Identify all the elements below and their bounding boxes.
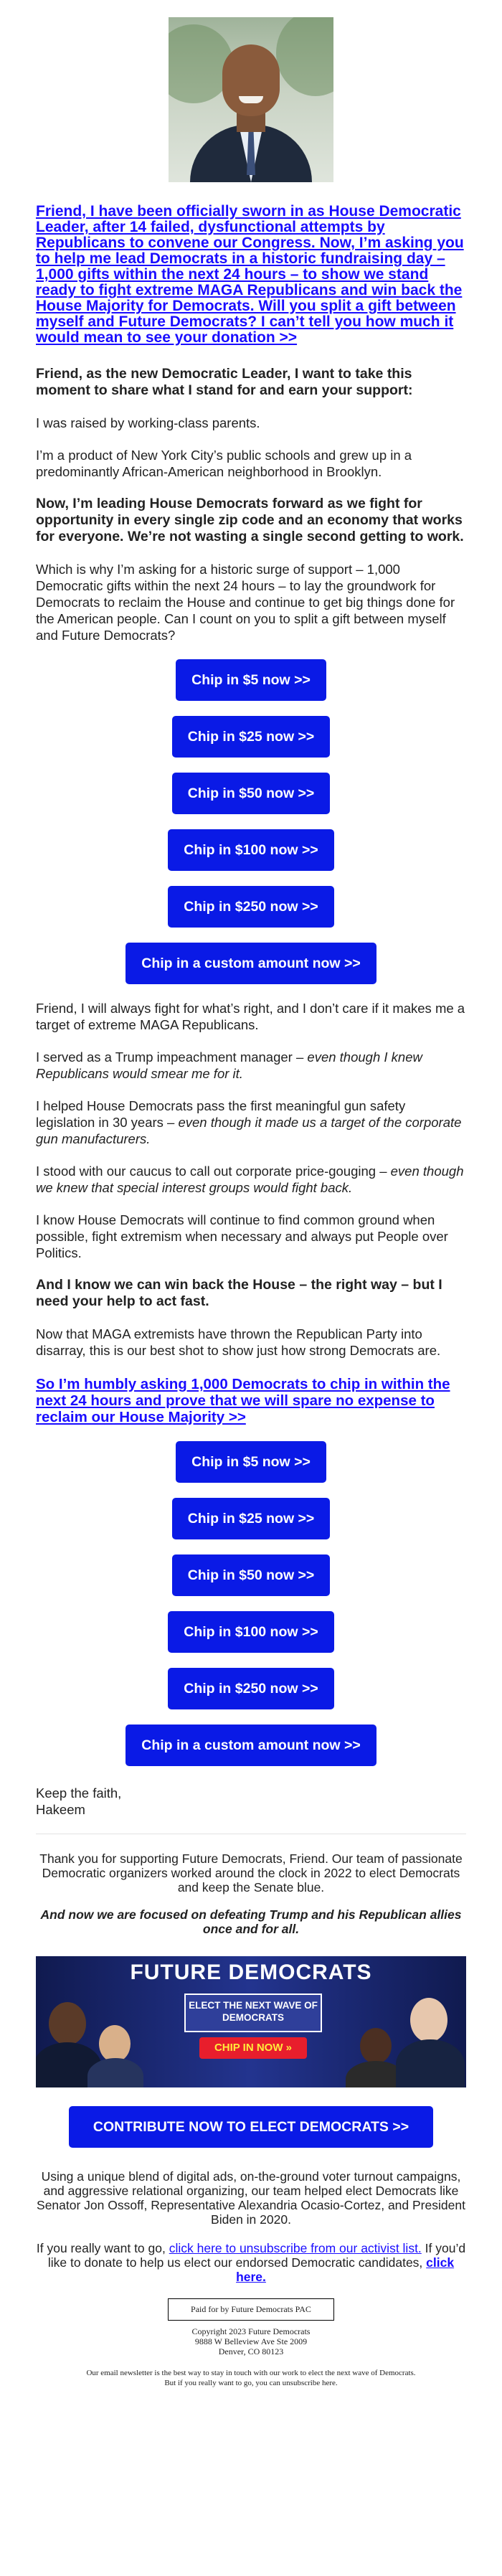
footer-unsubscribe-text: If you really want to go, click here to unsubscribe from our activist list. If you’d like to donate to help us elect our endorsed Democratic candidates, click here. bbox=[36, 2241, 466, 2284]
banner-panel-text: ELECT THE NEXT WAVE OF DEMOCRATS bbox=[189, 2000, 318, 2023]
price-gouging-text: I stood with our caucus to call out corporate price-gouging – even though we knew that special interest groups would fight back. bbox=[36, 1164, 464, 1195]
future-democrats-banner[interactable] bbox=[36, 1956, 466, 2087]
maga-text: Now that MAGA extremists have thrown the Republican Party into disarray, this is our best shot to show just how strong Democrats are. bbox=[36, 1326, 441, 1358]
signoff bbox=[36, 1785, 466, 1818]
footer-focus-text: And now we are focused on defeating Trump and his Republican allies once and for all. bbox=[40, 1907, 462, 1936]
chip-in-custom-button[interactable]: Chip in a custom amount now >> bbox=[126, 1725, 376, 1766]
leading-text: Now, I’m leading House Democrats forward as we fight for opportunity in every single zip code and an economy that works for everyone. We’re not wasting a single second getting to work. bbox=[36, 496, 464, 544]
chip-in-5-button[interactable]: Chip in $5 now >> bbox=[176, 659, 326, 701]
donate-buttons-top bbox=[36, 659, 466, 984]
fight-text: Friend, I will always fight for what’s right, and I don’t care if it makes me a target of extreme MAGA Republicans. bbox=[36, 1001, 465, 1032]
chip-in-25-button[interactable]: Chip in $25 now >> bbox=[172, 716, 331, 758]
chip-in-custom-button[interactable]: Chip in a custom amount now >> bbox=[126, 943, 376, 984]
gun-safety-text: I helped House Democrats pass the first meaningful gun safety legislation in 30 years – even though it made us a target of the corporate gun manufacturers. bbox=[36, 1098, 462, 1146]
chip-in-250-button[interactable]: Chip in $250 now >> bbox=[168, 886, 333, 928]
common-ground-text: I know House Democrats will continue to find common ground when possible, fight extremism when necessary and always put People over Politics. bbox=[36, 1212, 448, 1260]
email-container bbox=[36, 17, 466, 2388]
signoff-line: Keep the faith, bbox=[36, 1785, 122, 1801]
footer-fine-print: Our email newsletter is the best way to stay in touch with our work to elect the next wave of Democrats. But if you really want to go, you can unsubscribe here. bbox=[86, 2369, 416, 2387]
footer-thanks-text: Thank you for supporting Future Democrats, Friend. Our team of passionate Democratic organizers worked around the clock in 2022 to elect Democrats and keep the Senate blue. bbox=[39, 1851, 463, 1895]
contribute-now-button[interactable]: CONTRIBUTE NOW TO ELECT DEMOCRATS >> bbox=[69, 2106, 433, 2148]
hero-portrait bbox=[169, 17, 333, 182]
donate-here-link[interactable]: click here. bbox=[236, 2255, 455, 2284]
banner-panel bbox=[184, 1994, 322, 2032]
impeachment-text: I served as a Trump impeachment manager – even though I knew Republicans would smear me for it. bbox=[36, 1049, 422, 1081]
schools-text: I’m a product of New York City’s public schools and grew up in a predominantly African-American neighborhood in Brooklyn. bbox=[36, 448, 412, 479]
chip-in-100-button[interactable]: Chip in $100 now >> bbox=[168, 829, 333, 871]
chip-in-250-button[interactable]: Chip in $250 now >> bbox=[168, 1668, 333, 1709]
upbringing-text: I was raised by working-class parents. bbox=[36, 415, 260, 430]
banner-chip-in-button[interactable]: CHIP IN NOW » bbox=[199, 2037, 307, 2059]
unsubscribe-link[interactable]: click here to unsubscribe from our activist list. bbox=[169, 2241, 422, 2255]
leader-intro-text: Friend, as the new Democratic Leader, I want to take this moment to share what I stand for and earn your support: bbox=[36, 366, 413, 398]
ask-text: Which is why I’m asking for a historic surge of support – 1,000 Democratic gifts within the next 24 hours – to lay the groundwork for Democrats to reclaim the House and continue to get big things done for the American people. Can I count on you to split a gift between myself and Future Democrats? bbox=[36, 562, 455, 643]
chip-in-5-button[interactable]: Chip in $5 now >> bbox=[176, 1441, 326, 1483]
footer-address: Copyright 2023 Future Democrats 9888 W Belleview Ave Ste 2009 Denver, CO 80123 bbox=[191, 2326, 311, 2356]
win-back-text: And I know we can win back the House – the right way – but I need your help to act fast. bbox=[36, 1277, 442, 1309]
chip-in-50-button[interactable]: Chip in $50 now >> bbox=[172, 773, 331, 814]
signature-name: Hakeem bbox=[36, 1802, 85, 1817]
donate-buttons-bottom bbox=[36, 1441, 466, 1766]
intro-donate-link[interactable]: Friend, I have been officially sworn in as House Democratic Leader, after 14 failed, dysfunctional attempts by Republicans to convene our Congress. Now, I’m asking you to help me lead Democrats in a historic fundraising day – 1,000 gifts within the next 24 hours – to show we stand ready to fight extreme MAGA Republicans and win back the House Majority for Democrats. Will you split a gift between myself and Future Democrats? I can’t tell you how much it would mean to see your donation >> bbox=[36, 203, 464, 346]
banner-title: FUTURE DEMOCRATS bbox=[130, 1961, 372, 1984]
footer-about-text: Using a unique blend of digital ads, on-the-ground voter turnout campaigns, and aggressive relational organizing, our team helped elect Democrats like Senator Jon Ossoff, Representative Alexandria Ocasio-Cortez, and President Biden in 2020. bbox=[37, 2169, 465, 2227]
mid-donate-link[interactable]: So I’m humbly asking 1,000 Democrats to chip in within the next 24 hours and prove that we will spare no expense to reclaim our House Majority >> bbox=[36, 1376, 450, 1425]
chip-in-25-button[interactable]: Chip in $25 now >> bbox=[172, 1498, 331, 1539]
chip-in-100-button[interactable]: Chip in $100 now >> bbox=[168, 1611, 333, 1653]
chip-in-50-button[interactable]: Chip in $50 now >> bbox=[172, 1554, 331, 1596]
paid-for-box: Paid for by Future Democrats PAC bbox=[168, 2298, 334, 2321]
contribute-wrapper bbox=[36, 2106, 466, 2148]
